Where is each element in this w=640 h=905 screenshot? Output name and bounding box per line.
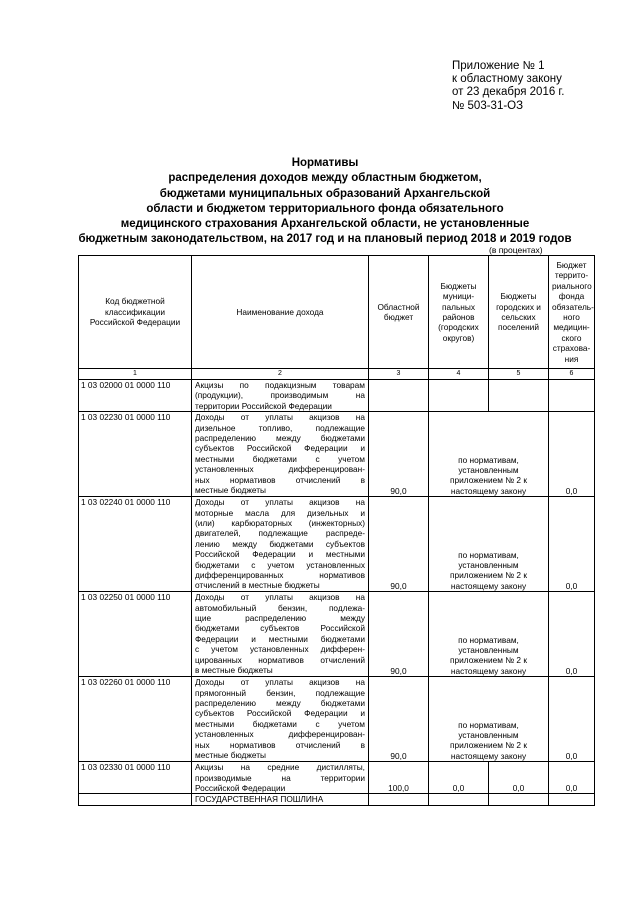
title-line: бюджетным законодательством, на 2017 год и на плановый период 2018 и 2019 годов bbox=[78, 233, 572, 246]
settlements-cell bbox=[489, 794, 549, 806]
title-line: бюджетами муниципальных образований Архангельской bbox=[159, 187, 491, 200]
header-text: Наименование дохода bbox=[236, 306, 324, 317]
name-line: дифференцированных нормативов bbox=[195, 570, 365, 581]
title-line: Нормативы bbox=[291, 157, 359, 169]
name-line: отчислений в местные бюджеты bbox=[195, 580, 320, 591]
header-urban-rural bbox=[489, 256, 549, 369]
document-title bbox=[60, 156, 590, 248]
name-line: ных нормативов отчислений в bbox=[195, 474, 365, 485]
code-cell: 1 03 02240 01 0000 110 bbox=[79, 497, 192, 592]
name-line: производимые на территории bbox=[195, 772, 365, 783]
name-line: Доходы от уплаты акцизов на bbox=[195, 592, 365, 603]
note-line: установленным bbox=[458, 730, 519, 740]
table-row bbox=[79, 677, 595, 762]
header-text: бюджет bbox=[383, 312, 414, 322]
name-line: бюджетами с учетом установленных bbox=[195, 559, 365, 570]
section-heading: ГОСУДАРСТВЕННАЯ ПОШЛИНА bbox=[195, 794, 324, 805]
name-line: моторные масла для дизельных и bbox=[195, 507, 365, 518]
name-line: цированных нормативов отчислений bbox=[195, 654, 365, 665]
name-line: с учетом установленных дифферен- bbox=[195, 644, 365, 655]
header-text: медицин- bbox=[553, 322, 590, 333]
note-line: по нормативам, bbox=[458, 549, 519, 560]
name-line: местными бюджетами с учетом bbox=[195, 453, 365, 464]
column-number: 5 bbox=[489, 369, 549, 380]
header-text: ния bbox=[564, 353, 579, 364]
table-header-row bbox=[79, 256, 595, 369]
header-text: Бюджет bbox=[556, 259, 587, 270]
appendix-date-line: от 23 декабря 2016 г. bbox=[452, 86, 565, 99]
note-line: установленным bbox=[458, 645, 519, 655]
header-text: классификации bbox=[104, 306, 166, 317]
name-line: установленных дифференцирован- bbox=[195, 729, 365, 740]
name-cell bbox=[192, 380, 369, 412]
name-line: субъектов Российской Федерации и bbox=[195, 708, 365, 719]
table-row bbox=[79, 380, 595, 412]
name-cell bbox=[192, 762, 369, 794]
note-line: по нормативам, bbox=[458, 719, 519, 730]
name-line: местными бюджетами с учетом bbox=[195, 718, 365, 729]
name-line: Акцизы на средние дистилляты, bbox=[195, 762, 365, 773]
header-text: риального bbox=[552, 280, 592, 291]
header-text: ного bbox=[563, 312, 580, 322]
code-cell: 1 03 02000 01 0000 110 bbox=[79, 380, 192, 412]
header-text: Код бюджетной bbox=[105, 296, 165, 307]
title-line: распределения доходов между областным бюджетом, bbox=[168, 172, 482, 185]
regional-cell: 90,0 bbox=[369, 677, 429, 762]
name-line: местные бюджеты bbox=[195, 485, 267, 496]
header-text: Областной bbox=[377, 301, 420, 312]
note-line: приложением № 2 к bbox=[450, 655, 527, 666]
name-line: Российской Федерации и местными bbox=[195, 549, 365, 560]
note-line: установленным bbox=[458, 560, 519, 570]
appendix-number-line: № 503-31-ОЗ bbox=[452, 99, 524, 112]
name-line: (продукции), производимым на bbox=[195, 390, 365, 401]
header-code bbox=[79, 256, 192, 369]
header-text: городских и bbox=[496, 301, 541, 312]
name-line: Федерации и местными бюджетами bbox=[195, 633, 365, 644]
municipal-cell bbox=[429, 380, 489, 412]
header-text: обязатель- bbox=[552, 301, 594, 312]
code-cell: 1 03 02260 01 0000 110 bbox=[79, 677, 192, 762]
name-cell bbox=[192, 677, 369, 762]
fund-cell bbox=[549, 794, 595, 806]
header-text: ского bbox=[561, 332, 582, 343]
fund-cell: 0,0 bbox=[549, 592, 595, 677]
appendix-line: Приложение № 1 bbox=[452, 60, 545, 72]
name-line: (или) карбюраторных (инжекторных) bbox=[195, 518, 365, 529]
name-line: Доходы от уплаты акцизов на bbox=[195, 677, 365, 688]
code-cell: 1 03 02250 01 0000 110 bbox=[79, 592, 192, 677]
header-text: террито- bbox=[554, 270, 589, 281]
header-text: муници- bbox=[442, 291, 475, 302]
column-number: 3 bbox=[369, 369, 429, 380]
municipal-cell: 0,0 bbox=[429, 762, 489, 794]
merged-normative-note bbox=[429, 497, 549, 592]
column-number: 4 bbox=[429, 369, 489, 380]
name-line: бюджетами субъектов Российской bbox=[195, 623, 365, 634]
table-row bbox=[79, 794, 595, 806]
header-text: поселений bbox=[498, 322, 539, 333]
name-cell bbox=[192, 794, 369, 806]
municipal-cell bbox=[429, 794, 489, 806]
settlements-cell: 0,0 bbox=[489, 762, 549, 794]
name-cell bbox=[192, 592, 369, 677]
fund-cell: 0,0 bbox=[549, 412, 595, 497]
header-text: округов) bbox=[442, 332, 475, 343]
header-text: районов bbox=[442, 312, 475, 322]
name-line: лению между бюджетами субъектов bbox=[195, 538, 365, 549]
note-line: приложением № 2 к bbox=[450, 740, 527, 751]
header-name bbox=[192, 256, 369, 369]
code-cell: 1 03 02230 01 0000 110 bbox=[79, 412, 192, 497]
title-line: области и бюджетом территориального фонда обязательного bbox=[146, 202, 504, 215]
header-text: (городских bbox=[438, 322, 479, 333]
regional-cell: 90,0 bbox=[369, 497, 429, 592]
header-regional bbox=[369, 256, 429, 369]
fund-cell bbox=[549, 380, 595, 412]
note-line: установленным bbox=[458, 465, 519, 475]
name-line: прямогонный бензин, подлежащие bbox=[195, 687, 365, 698]
name-line: Российской Федерации bbox=[195, 783, 286, 794]
merged-normative-note bbox=[429, 592, 549, 677]
name-line: автомобильный бензин, подлежа- bbox=[195, 602, 365, 613]
note-line: приложением № 2 к bbox=[450, 570, 527, 581]
note-line: по нормативам, bbox=[458, 454, 519, 465]
name-line: местные бюджеты bbox=[195, 750, 267, 761]
name-line: ных нормативов отчислений в bbox=[195, 739, 365, 750]
note-line: по нормативам, bbox=[458, 634, 519, 645]
note-line: настоящему закону bbox=[450, 750, 527, 761]
header-text: Бюджеты bbox=[500, 291, 537, 302]
revenue-norms-table bbox=[78, 255, 595, 806]
merged-normative-note bbox=[429, 677, 549, 762]
name-cell bbox=[192, 497, 369, 592]
name-line: щие распределению между bbox=[195, 613, 365, 624]
note-line: приложением № 2 к bbox=[450, 475, 527, 486]
name-cell bbox=[192, 412, 369, 497]
column-number: 2 bbox=[192, 369, 369, 380]
regional-cell: 90,0 bbox=[369, 412, 429, 497]
fund-cell: 0,0 bbox=[549, 497, 595, 592]
merged-normative-note bbox=[429, 412, 549, 497]
table-row bbox=[79, 412, 595, 497]
regional-cell: 100,0 bbox=[369, 762, 429, 794]
name-line: двигателей, подлежащие распреде- bbox=[195, 528, 365, 539]
name-line: Доходы от уплаты акцизов на bbox=[195, 497, 365, 508]
name-line: Доходы от уплаты акцизов на bbox=[195, 412, 365, 423]
header-text: Российской Федерации bbox=[89, 317, 181, 328]
column-number: 1 bbox=[79, 369, 192, 380]
note-line: настоящему закону bbox=[450, 580, 527, 591]
regional-cell bbox=[369, 794, 429, 806]
settlements-cell bbox=[489, 380, 549, 412]
title-line: медицинского страхования Архангельской области, не установленные bbox=[120, 218, 530, 231]
name-line: распределению между бюджетами bbox=[195, 698, 365, 709]
name-line: дизельное топливо, подлежащие bbox=[195, 422, 365, 433]
header-municipal-districts bbox=[429, 256, 489, 369]
name-line: территории Российской Федерации bbox=[195, 400, 332, 411]
code-cell bbox=[79, 794, 192, 806]
header-text: сельских bbox=[501, 312, 536, 322]
fund-cell: 0,0 bbox=[549, 762, 595, 794]
appendix-law-line: к областному закону bbox=[452, 73, 562, 86]
name-line: установленных дифференцирован- bbox=[195, 464, 365, 475]
code-cell: 1 03 02330 01 0000 110 bbox=[79, 762, 192, 794]
name-line: субъектов Российской Федерации и bbox=[195, 443, 365, 454]
fund-cell: 0,0 bbox=[549, 677, 595, 762]
regional-cell: 90,0 bbox=[369, 592, 429, 677]
name-line: Акцизы по подакцизным товарам bbox=[195, 380, 365, 390]
header-text: фонда bbox=[558, 291, 585, 302]
note-line: настоящему закону bbox=[450, 485, 527, 496]
table-row bbox=[79, 592, 595, 677]
note-line: настоящему закону bbox=[450, 665, 527, 676]
regional-cell bbox=[369, 380, 429, 412]
table-row bbox=[79, 497, 595, 592]
header-text: Бюджеты bbox=[440, 280, 477, 291]
header-text: пальных bbox=[442, 301, 475, 312]
name-line: в местные бюджеты bbox=[195, 665, 273, 676]
unit-note: (в процентах) bbox=[489, 245, 543, 255]
column-number-row bbox=[79, 369, 595, 380]
header-health-fund bbox=[549, 256, 595, 369]
table-row bbox=[79, 762, 595, 794]
column-number: 6 bbox=[549, 369, 595, 380]
name-line: распределению между бюджетами bbox=[195, 433, 365, 444]
header-text: страхова- bbox=[552, 343, 591, 354]
appendix-note bbox=[452, 60, 564, 113]
